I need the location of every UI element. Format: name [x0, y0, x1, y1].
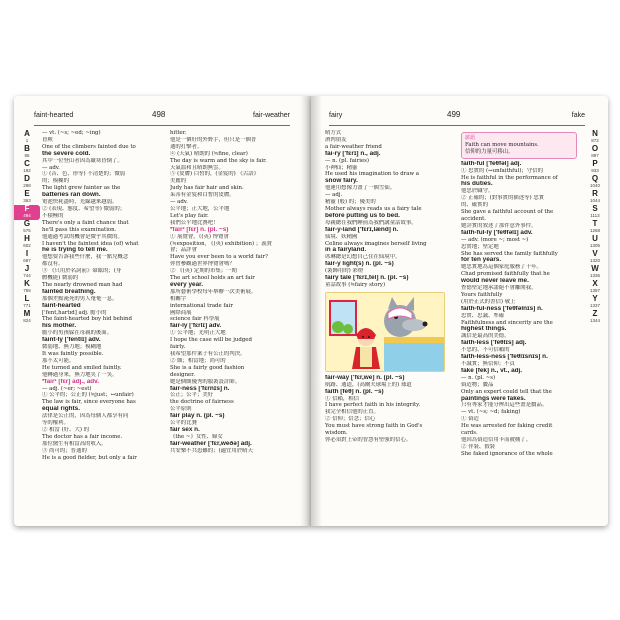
alphabet-letter: H — [24, 234, 30, 243]
alphabet-letter: M — [23, 309, 31, 318]
entry-line: — adv. — [170, 199, 188, 206]
entry-line: 那不太可能。 — [42, 357, 75, 364]
alphabet-tab-l — [14, 295, 40, 310]
entry-line: 的、確實的 — [461, 202, 488, 209]
alphabet-letter: A — [24, 129, 30, 138]
entry-line: You must have strong faith in God's — [325, 423, 423, 430]
entry-line: 他忠於職守。 — [461, 188, 494, 195]
alphabet-tab-p — [582, 160, 608, 175]
entry-line: ② 正確的；(對事實的描述等) 忠實 — [461, 195, 545, 202]
entry-line: every year. — [170, 281, 204, 288]
alphabet-letter: T — [592, 219, 598, 228]
entry-line: 仙境、妖精國 — [325, 233, 358, 240]
alphabet-letter: F — [24, 204, 30, 213]
entry-line: 小神仙；精靈 — [325, 164, 358, 171]
entry-line: 其中一位登山者因為嚴寒昏倒了。 — [42, 157, 123, 164]
alphabet-page-number: 1040 — [589, 183, 600, 188]
entry-line: The doctor has a fair income. — [42, 433, 123, 440]
entry-line: 忠實地；堅定地 — [461, 243, 499, 250]
entry-line: hitter. — [170, 130, 187, 136]
entry-line: The day is warm and the sky is fair. — [170, 157, 267, 164]
left-column-2 — [170, 130, 290, 455]
entry-line: faith-less ['feθlɪs] adj. — [461, 340, 527, 347]
alphabet-page-number: 824 — [23, 318, 31, 323]
entry-line: 我希望那件案子有公正的判決。 — [170, 351, 246, 357]
alphabet-page-number: 1 — [25, 138, 29, 143]
entry-line: 茱蒂有金髮和白皙的皮膚。 — [170, 192, 235, 199]
entry-line: ② (表現、態度、希望等) 微弱的； — [42, 205, 126, 212]
entry-line: 忠實、忠誠、準確 — [461, 312, 505, 319]
entry-line: he is trying to tell me. — [42, 247, 108, 254]
entry-line: ② 相當 (好、大) 的 — [42, 426, 90, 433]
left-column-1 — [42, 130, 162, 462]
entry-line: 偽造物；贗品 — [461, 381, 494, 388]
entry-line: ⑤ (皮膚) 白皙的，(金髮的) 《古語》 — [170, 171, 260, 178]
alphabet-page-number: 1268 — [589, 228, 600, 233]
entry-line: Chad promised faithfully that he — [461, 271, 550, 278]
alphabet-tab-b — [14, 145, 40, 160]
entry-line: 席琳總是幻想自己住在仙境中。 — [325, 254, 401, 261]
entry-line: Only an expert could tell that the — [461, 388, 552, 395]
entry-line: 他運用想像力畫了一個雪仙。 — [325, 185, 396, 192]
entry-line: 精靈 (般) 的；優美的 — [325, 199, 376, 206]
entry-line: 公平的比賽 — [170, 420, 197, 427]
alphabet-page-number: 192 — [23, 168, 31, 173]
entry-line: international trade fair — [170, 302, 233, 309]
entry-line: batteries ran down. — [42, 192, 101, 199]
alphabet-tab-d — [14, 175, 40, 190]
entry-line: 酒肉朋友 — [325, 136, 347, 143]
alphabet-letter: E — [24, 189, 30, 198]
entry-line: 那位醫生有相當高的收入。 — [42, 440, 107, 447]
alphabet-page-number: 363 — [23, 198, 31, 203]
proverb-line: Faith can move mountains. — [465, 141, 539, 148]
entry-line: equal rights. — [42, 406, 80, 413]
right-header-rule — [329, 125, 585, 126]
entry-line: Yours faithfully — [461, 291, 503, 298]
alphabet-page-number: 744 — [23, 273, 31, 278]
entry-line: *fair¹ [fɛr] adj., adv. — [42, 378, 100, 385]
left-first-guide-word: faint-hearted — [34, 112, 74, 119]
entry-line: 航路、通道，(高爾夫球場上的) 球道 — [325, 381, 412, 388]
right-first-guide-word: fairy — [329, 112, 343, 119]
alphabet-letter: X — [592, 279, 598, 288]
entry-line: wisdom. — [325, 430, 348, 437]
entry-line: Have you ever been to a world fair? — [170, 254, 268, 261]
alphabet-letter: D — [24, 174, 30, 183]
alphabet-tab-s — [582, 205, 608, 220]
left-page — [14, 96, 311, 526]
alphabet-letter: L — [24, 294, 30, 303]
entry-line: 誠信是最高的美德。 — [461, 333, 510, 340]
entry-line: 晴方式 — [325, 130, 342, 136]
alphabet-tab-u — [582, 235, 608, 250]
entry-line: She is a fairly good fashion — [170, 364, 245, 371]
entry-line: 他通過考試的機會是微乎其微的。 — [42, 233, 123, 240]
entry-line: fair-y light(s) n. (pl. ~s) — [325, 261, 394, 268]
entry-line: (裝飾用的) 彩燈 — [325, 268, 364, 275]
alphabet-letter: Q — [591, 174, 599, 183]
alphabet-page-number: 872 — [591, 138, 599, 143]
entry-line: snow fairy. — [325, 178, 358, 185]
entry-line: faint-hearted — [42, 302, 81, 309]
entry-line: 公平原則 — [170, 406, 192, 413]
entry-line: ④ (天氣) 晴朗的 (≒fine, clear) — [170, 150, 248, 157]
entry-line: 微弱地、無力地；模糊地 — [42, 344, 102, 351]
entry-line: faint-ly ['fentlɪ] adv. — [42, 337, 101, 344]
alphabet-letter: W — [591, 264, 599, 273]
proverb-tag: 諺語 — [465, 135, 476, 141]
entry-line: 《the ~》女性、婦女 — [170, 433, 223, 440]
entry-line: ② 信仰；信念；信心 — [325, 416, 376, 423]
alphabet-page-number: 575 — [23, 228, 31, 233]
entry-line: It was faintly possible. — [42, 351, 104, 357]
alphabet-tab-x — [582, 280, 608, 295]
entry-line: — adj. — [325, 192, 343, 199]
entry-line: The law is fair, since everyone has — [42, 399, 136, 406]
alphabet-letter: U — [592, 234, 598, 243]
alphabet-page-number: 602 — [23, 243, 31, 248]
alphabet-letter: N — [592, 129, 598, 138]
entry-line: fair-ly ['fɛrlɪ] adv. — [170, 323, 222, 330]
entry-line: 不積極的 — [42, 212, 64, 219]
entry-line: — adj. (~er; ~est) — [42, 385, 92, 392]
entry-line: I have perfect faith in his integrity. — [325, 402, 421, 409]
alphabet-tab-z — [582, 310, 608, 325]
entry-line: 查德堅定地承諾絕不會離開我。 — [461, 285, 537, 292]
fairy-tale-illustration — [325, 292, 445, 372]
alphabet-letter: Z — [592, 309, 598, 318]
right-last-guide-word: fake — [571, 112, 585, 119]
alphabet-tab-m — [14, 310, 40, 325]
entry-line: 公正；公平；美好 — [170, 392, 214, 399]
entry-line: faith-less-ness ['feθlɪsnɪs] n. — [461, 354, 548, 361]
entry-line: Faithfulness and sincerity are the — [461, 319, 553, 326]
entry-line: I hope the case will be judged — [170, 337, 252, 344]
alphabet-page-number: 1113 — [590, 213, 600, 218]
alphabet-letter: Y — [592, 294, 598, 303]
alphabet-page-number: 1357 — [589, 288, 600, 293]
left-last-guide-word: fair-weather — [253, 112, 290, 119]
entry-line: 的；模糊的 — [42, 178, 69, 185]
alphabet-page-number: 771 — [23, 303, 31, 308]
alphabet-tab-e — [14, 190, 40, 205]
entry-line: 那所藝術學校每年舉辦一次美術展。 — [170, 288, 257, 295]
entry-line: He is faithful in the performance of — [461, 174, 558, 181]
alphabet-letter: S — [592, 204, 598, 213]
entry-line: 他想要告訴我些什麼，我一點兒概念 — [42, 254, 129, 261]
alphabet-tab-o — [582, 145, 608, 160]
entry-line: would never leave me. — [461, 278, 529, 285]
alphabet-page-number: 1337 — [589, 303, 600, 308]
entry-line: 我完全相信他的正直。 — [325, 409, 379, 416]
alphabet-page-number: 933 — [591, 168, 599, 173]
alphabet-tab-c — [14, 160, 40, 175]
alphabet-letter: I — [25, 249, 29, 258]
alphabet-letter: V — [592, 249, 598, 258]
entry-line: the severe cold. — [42, 150, 91, 157]
alphabet-tab-y — [582, 295, 608, 310]
entry-line: ① 忠實的 (↔unfaithful)；守信的 — [461, 167, 543, 174]
alphabet-page-number: 494 — [23, 213, 31, 218]
entry-line: science fair 科學展 — [170, 316, 220, 323]
alphabet-page-number: 687 — [23, 258, 31, 263]
entry-line: — n. (pl. fairies) — [325, 157, 370, 164]
entry-line: in a fairyland. — [325, 247, 367, 254]
entry-line: fair sex n. — [170, 426, 200, 433]
left-page-number: 498 — [152, 110, 166, 119]
entry-line: 他是一個好的外野手，但只是一個普 — [170, 136, 257, 143]
entry-line: He is a good fielder, but only a fair — [42, 454, 137, 461]
entry-line: 美麗的 — [170, 178, 187, 185]
alphabet-letter: J — [24, 264, 30, 273]
entry-line: for ten years. — [461, 257, 502, 264]
alphabet-tab-r — [582, 190, 608, 205]
left-page-header — [34, 112, 290, 124]
alphabet-letter: P — [592, 159, 598, 168]
left-alphabet-index — [14, 130, 40, 325]
entry-line: ① 公平的；公正的 (≒just；↔unfair) — [42, 392, 134, 399]
entry-line: The art school holds an art fair — [170, 275, 255, 282]
alphabet-tab-g — [14, 220, 40, 235]
entry-line: *fair² [fɛr] n. (pl. ~s) — [170, 226, 229, 233]
alphabet-page-number: 1336 — [589, 273, 600, 278]
alphabet-tab-n — [582, 130, 608, 145]
entry-line: She faked ignorance of the whole — [461, 450, 553, 457]
entry-line: The nearly drowned man had — [42, 281, 123, 288]
right-page-number: 499 — [447, 110, 461, 119]
entry-line: fai-ry ['fɛrɪ] n., adj. — [325, 150, 381, 157]
entry-line: There's only a faint chance that — [42, 219, 129, 226]
entry-line: the doctrine of fairness — [170, 399, 234, 406]
entry-line: his mother. — [42, 323, 77, 330]
entry-line: 她忠實地為這個家庭服務了十年。 — [461, 264, 542, 271]
entry-line: 她是個頗優秀的服裝設計師。 — [170, 378, 241, 385]
alphabet-letter: C — [24, 159, 30, 168]
entry-line: Celine always imagines herself living — [325, 240, 427, 247]
entry-line: fairy tale ['fɛrɪ,tel] n. (pl. ~s) — [325, 275, 409, 282]
entry-line: fair-weather ['fɛr,weðə] adj. — [170, 440, 252, 447]
alphabet-page-number: 1344 — [589, 318, 600, 323]
alphabet-tab-a — [14, 130, 40, 145]
entry-line: ② 佯裝、假裝 — [461, 443, 496, 450]
entry-line: 都沒有。 — [42, 261, 64, 268]
entry-line: 相關字 — [170, 295, 187, 302]
entry-line: faith-ful ['feθfəl] adj. — [461, 160, 522, 167]
entry-line: Mother always reads us a fairy tale — [325, 205, 422, 212]
alphabet-tab-w — [582, 265, 608, 280]
alphabet-page-number: 1044 — [589, 198, 600, 203]
entry-line: — adv. — [42, 164, 60, 171]
entry-line: Judy has fair hair and skin. — [170, 185, 244, 192]
entry-line: cards. — [461, 430, 478, 437]
entry-line: 她詳實的敘述了那件意外事件。 — [461, 222, 537, 229]
right-page-header — [329, 112, 585, 124]
entry-line: 昏厥 — [42, 136, 53, 143]
alphabet-tab-h — [14, 235, 40, 250]
entry-line: 我們公平地比賽吧！ — [170, 219, 219, 226]
entry-line: faith-ful-ness ['feθfəlnɪs] n. — [461, 305, 543, 312]
alphabet-tab-q — [582, 175, 608, 190]
entry-line: fair-ness ['fɛrnɪs] n. — [170, 385, 230, 392]
entry-line: ① 偽造 — [461, 416, 479, 423]
entry-line: 母親總在我們睡前為我們講童話故事。 — [325, 219, 417, 226]
entry-line: paintings were fakes. — [461, 395, 526, 402]
alphabet-letter: K — [24, 279, 30, 288]
alphabet-page-number: 1320 — [589, 258, 600, 263]
entry-line: 膽小的男孩躲在母親的後面。 — [42, 330, 113, 337]
entry-line: (用於正式的書信) 敬上 — [461, 298, 516, 305]
entry-line: ② 《(英) 定期的市集；一期 — [170, 268, 237, 275]
entry-line: 那個差點淹死的男人奄奄一息。 — [42, 295, 118, 302]
entry-line: Let's play fair. — [170, 212, 209, 219]
left-header-rule — [34, 125, 290, 126]
right-column-2 — [461, 130, 581, 458]
entry-line: 公平地；正大地，公平地 — [170, 205, 230, 212]
entry-line: he'll pass this examination. — [42, 226, 117, 233]
entry-line: The light grew fainter as the — [42, 185, 121, 192]
alphabet-letter: G — [23, 219, 31, 228]
entry-line: — vt. (~s; ~ed; ~ing) — [42, 130, 101, 136]
entry-line: fair-way ['fɛr,we] n. (pl. ~s) — [325, 374, 405, 381]
proverb-box — [461, 132, 577, 159]
entry-line: 法律是公正的，因為每個人都享有同 — [42, 413, 129, 420]
entry-line: She has served the family faithfully — [461, 250, 558, 257]
alphabet-page-number: 897 — [591, 153, 599, 158]
entry-line: 體機能) 微弱的 — [42, 275, 79, 282]
right-page — [311, 96, 608, 526]
entry-line: accident. — [461, 215, 486, 222]
entry-line: He was arrested for faking credit — [461, 423, 553, 430]
open-dictionary — [14, 96, 608, 528]
entry-line: — adv. (more ~; most ~) — [461, 236, 529, 243]
alphabet-page-number: 755 — [23, 288, 31, 293]
entry-line: 會；品評會 — [170, 247, 197, 254]
entry-line: One of the climbers fainted due to — [42, 143, 136, 150]
entry-line: ① (音、色、形等) 不清楚的；微弱 — [42, 171, 126, 178]
alphabet-page-number: 95 — [24, 153, 30, 158]
entry-line: 國際商展 — [170, 309, 192, 316]
entry-line: 電池快耗盡時，光線越來越弱。 — [42, 199, 118, 206]
entry-line: his duties. — [461, 181, 493, 188]
alphabet-letter: O — [591, 144, 599, 153]
alphabet-page-number: 1305 — [589, 243, 600, 248]
entry-line: I haven't the faintest idea (of) what — [42, 240, 139, 247]
entry-line: 童話故事 (≒fairy story) — [325, 281, 386, 288]
entry-line: ③ 《只用於名詞前》暈眩的；(身 — [42, 268, 122, 275]
entry-line: fair play n. (pl. ~s) — [170, 413, 225, 420]
entry-line: ['fent,hartɪd] adj. 膽小的 — [42, 309, 107, 316]
alphabet-letter: R — [592, 189, 598, 198]
entry-line: ① 展覽會，《(英) 博覽會 — [170, 233, 229, 240]
entry-line: a fair-weather friend — [325, 143, 382, 150]
wolf-and-girl-picture — [326, 293, 444, 371]
entry-line: faith [feθ] n. (pl. ~s) — [325, 388, 384, 395]
right-alphabet-index — [582, 130, 608, 325]
entry-line: 你必須對上帝的智慧有堅強的信心。 — [325, 437, 412, 443]
entry-line: ② 頗；相當地；尚可的 — [170, 357, 226, 364]
entry-line: ① 公平地；光明正大地 — [170, 330, 226, 337]
alphabet-tab-t — [582, 220, 608, 235]
entry-line: — n. (pl. ~s) — [461, 374, 496, 381]
alphabet-tab-j — [14, 265, 40, 280]
proverb-line: 信仰的力量可移山。 — [465, 148, 514, 155]
right-column-1 — [325, 130, 445, 444]
entry-line: before putting us to bed. — [325, 212, 400, 219]
entry-line: 他轉過身來，無力地笑了一笑。 — [42, 371, 118, 378]
entry-line: 不忠的、不可信賴的 — [461, 347, 510, 354]
entry-line: 只有專家才能分辨出這些畫是贗品。 — [461, 402, 548, 409]
entry-line: fainted breathing. — [42, 288, 96, 295]
entry-line: fair-y-land ['fɛrɪ,lænd] n. — [325, 226, 399, 233]
entry-line: 不誠實；無信仰；不貞 — [461, 361, 515, 367]
entry-line: (≒exposition, 《(英) exhibition) ；義賣 — [170, 240, 272, 247]
entry-line: 你曾參觀過世界博覽會嗎？ — [170, 261, 235, 268]
entry-line: The faint-hearted boy hid behind — [42, 316, 132, 323]
entry-line: 通的打擊者。 — [170, 143, 203, 150]
entry-line: 共安樂不共患難的；(適宜用於晴天 — [170, 447, 253, 454]
alphabet-letter: B — [24, 144, 30, 153]
entry-line: fake [fek] n., vt., adj. — [461, 367, 523, 374]
alphabet-tab-k — [14, 280, 40, 295]
entry-line: fairly. — [170, 344, 186, 351]
entry-line: — vt. (~s; ~d; faking) — [461, 409, 521, 416]
entry-line: faith-ful-ly ['feθfəlɪ] adv. — [461, 229, 533, 236]
alphabet-tab-f — [14, 205, 40, 220]
entry-line: 天氣溫和且晴朗無雲。 — [170, 164, 224, 171]
alphabet-tab-i — [14, 250, 40, 265]
entry-line: highest things. — [461, 326, 507, 333]
entry-line: He used his imagination to draw a — [325, 171, 420, 178]
entry-line: He turned and smiled faintly. — [42, 364, 122, 371]
entry-line: 等的權利。 — [42, 420, 69, 427]
entry-line: designer. — [170, 371, 195, 378]
alphabet-page-number: 288 — [23, 183, 31, 188]
entry-line: 他因為偽造信用卡而被捕了。 — [461, 436, 532, 443]
entry-line: ③ 尚可的；普通的 — [42, 447, 87, 454]
alphabet-tab-v — [582, 250, 608, 265]
entry-line: ① 信賴，相信 — [325, 395, 360, 402]
entry-line: She gave a faithful account of the — [461, 209, 554, 216]
